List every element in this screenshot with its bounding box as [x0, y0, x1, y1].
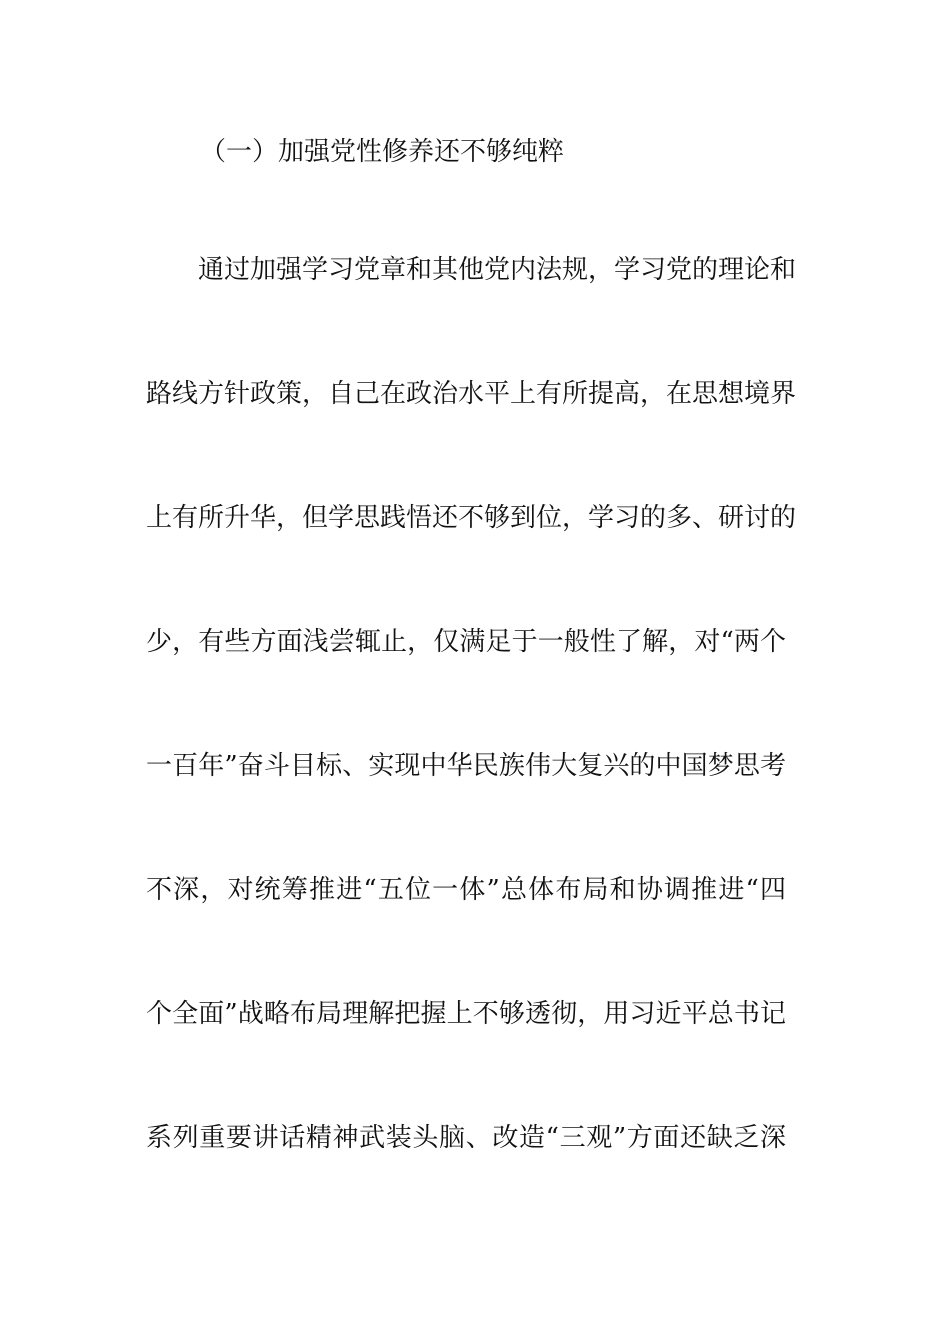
paragraph-line-6: 不深，对统筹推进“五位一体”总体布局和协调推进“四: [146, 875, 786, 905]
paragraph-line-5: 一百年”奋斗目标、实现中华民族伟大复兴的中国梦思考: [146, 751, 786, 781]
section-heading: （一）加强党性修养还不够纯粹: [200, 137, 565, 167]
paragraph-line-7: 个全面”战略布局理解把握上不够透彻，用习近平总书记: [146, 999, 786, 1029]
paragraph-line-8: 系列重要讲话精神武装头脑、改造“三观”方面还缺乏深: [146, 1123, 786, 1153]
paragraph-line-4: 少，有些方面浅尝辄止，仅满足于一般性了解，对“两个: [146, 627, 786, 657]
paragraph-line-1: 通过加强学习党章和其他党内法规，学习党的理论和: [198, 255, 797, 285]
paragraph-line-3: 上有所升华，但学思践悟还不够到位，学习的多、研讨的: [146, 503, 797, 533]
paragraph-line-2: 路线方针政策，自己在政治水平上有所提高，在思想境界: [146, 379, 797, 409]
